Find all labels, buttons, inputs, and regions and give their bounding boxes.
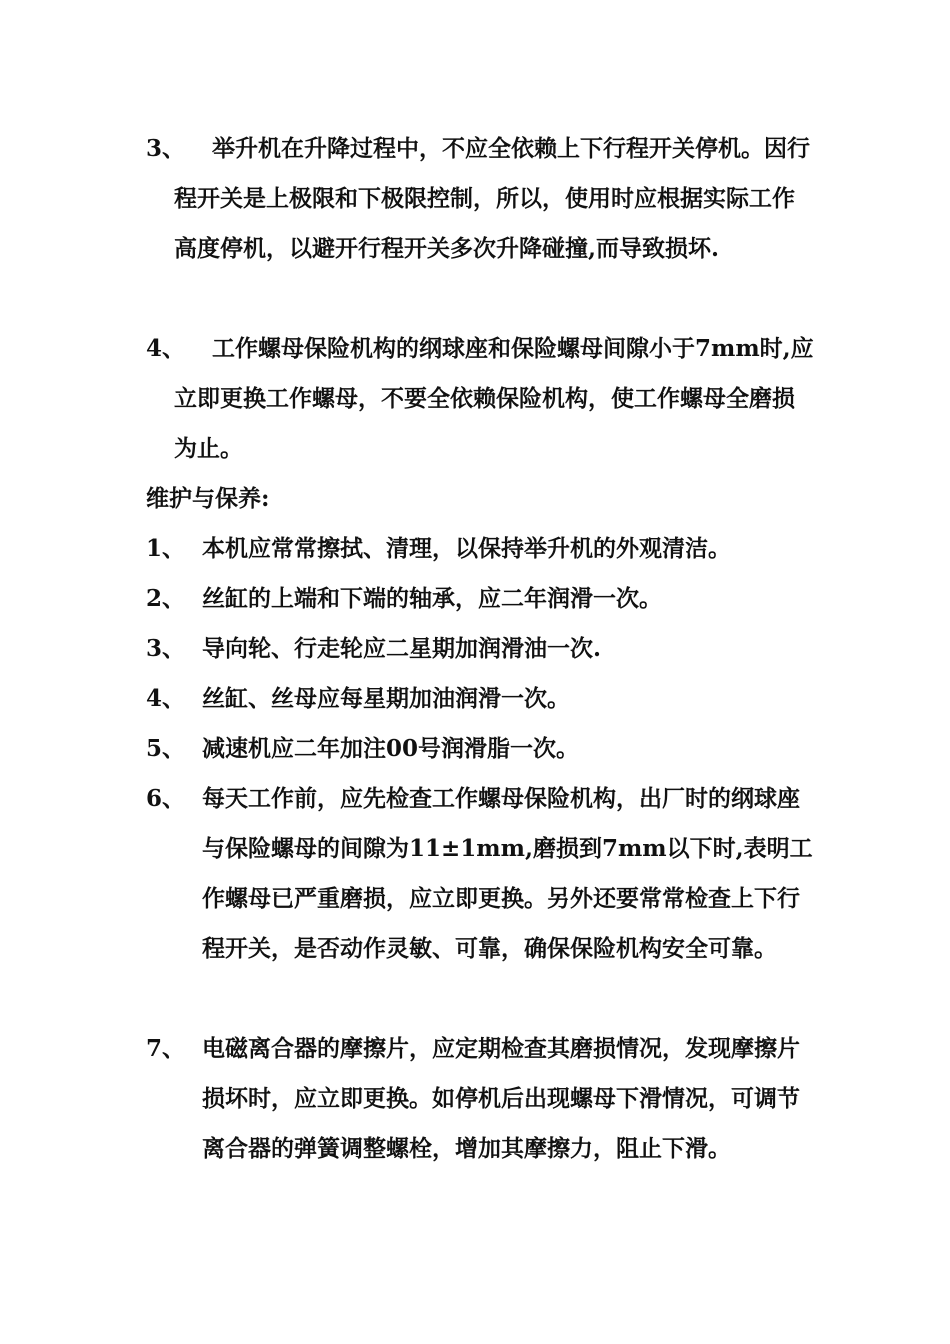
list-item-text: 电磁离合器的摩擦片，应定期检查其磨损情况，发现摩擦片损坏时，应立即更换。如停机后出现螺母下滑情况，可调节离合器的弹簧调整螺栓，增加其摩擦力，阻止下滑。 — [202, 1035, 800, 1162]
list-item-text: 工作螺母保险机构的纲球座和保险螺母间隙小于7mm时,应立即更换工作螺母，不要全依赖保险机构，使工作螺母全磨损为止。 — [174, 335, 814, 462]
list-item-text: 每天工作前，应先检查工作螺母保险机构，出厂时的纲球座与保险螺母的间隙为11±1mm,磨损到7mm以下时,表明工作螺母已严重磨损，应立即更换。另外还要常常检查上下行程开关，是否动作灵敏、可靠，确保保险机构安全可靠。 — [202, 785, 813, 962]
list-number: 6、 — [146, 785, 186, 812]
maintenance-heading: 维护与保养: — [146, 485, 270, 512]
list-item-text: 丝缸、丝母应每星期加油润滑一次。 — [202, 685, 570, 712]
maintenance-item-7 — [146, 1024, 816, 1174]
list-item-text: 减速机应二年加注00号润滑脂一次。 — [202, 735, 580, 762]
list-number: 1、 — [146, 535, 186, 562]
list-number: 3、 — [146, 635, 186, 662]
operation-note-3 — [146, 124, 816, 274]
maintenance-item-3 — [146, 624, 816, 674]
operation-note-4 — [146, 324, 816, 474]
maintenance-item-1 — [146, 524, 816, 574]
list-number: 3、 — [146, 135, 186, 162]
list-item-text: 导向轮、行走轮应二星期加润滑油一次. — [202, 635, 602, 662]
maintenance-item-4 — [146, 674, 816, 724]
list-number: 4、 — [146, 685, 186, 712]
list-item-text: 丝缸的上端和下端的轴承，应二年润滑一次。 — [202, 585, 662, 612]
maintenance-item-6 — [146, 774, 816, 974]
list-item-text: 本机应常常擦拭、清理，以保持举升机的外观清洁。 — [202, 535, 731, 562]
maintenance-item-2 — [146, 574, 816, 624]
list-number: 4、 — [146, 335, 186, 362]
list-number: 2、 — [146, 585, 186, 612]
list-number: 7、 — [146, 1035, 186, 1062]
maintenance-item-5 — [146, 724, 816, 774]
list-item-text: 举升机在升降过程中，不应全依赖上下行程开关停机。因行程开关是上极限和下极限控制，所以，使用时应根据实际工作高度停机，以避开行程开关多次升降碰撞,而导致损坏. — [174, 135, 810, 262]
list-number: 5、 — [146, 735, 186, 762]
